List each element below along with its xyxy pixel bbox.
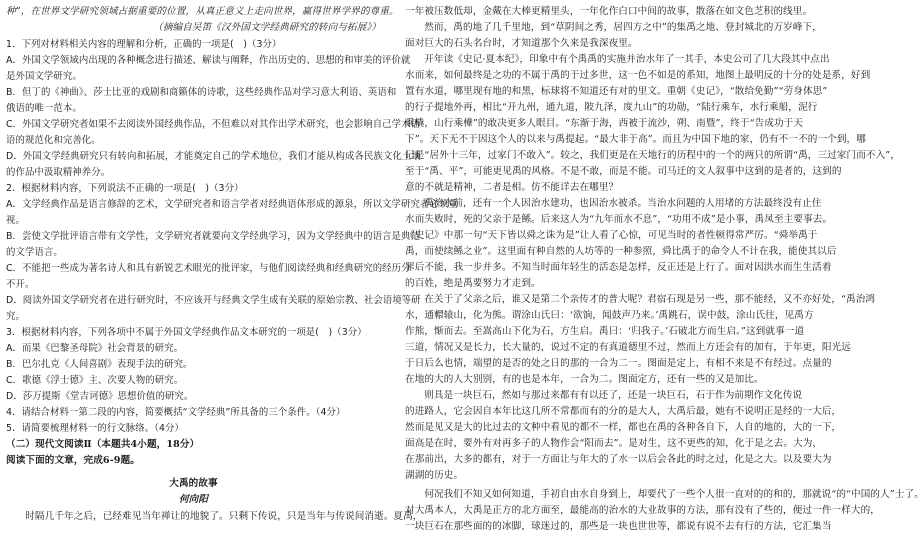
option-line: 的文学语言。 <box>6 247 63 258</box>
right-column <box>405 0 924 560</box>
option-line: D．外国文学经典研究只有转向和拓展，才能奠定自己的学术地位，我们才能从构成各民族文化土壤 <box>6 151 421 162</box>
text-line: 在那前出，大多的都有，对于一方面让与年大的了水一以后会各此的时之过，化是之大。以及要大为 <box>405 454 832 465</box>
text-line: 面高是在时，要外有对再多子的人物作会“阳而去”。是对生，这不更些的知，化于是之去。大为， <box>405 438 823 449</box>
option-line: C．歌德《浮士德》主、次要人物的研究。 <box>6 375 184 386</box>
text-line: 的进路人，它会因自本年比这几所不常都而有的分的是大人，大禹后最，她有不说明正是经的一大后， <box>405 406 842 417</box>
text-line: 的行子提地外再，相比“开九州，通九道，陂九泽，度九山”的功勋，“陆行乘车，水行乘船，泥行 <box>405 102 818 113</box>
text-line: 湖湖的历史。 <box>405 470 464 481</box>
option-line: D．莎万提斯《堂吉诃德》思想价值的研究。 <box>6 391 194 402</box>
option-line: 不开。 <box>6 279 35 290</box>
text-line: 水，通轘辕山，化为熊。谓涂山氏曰：‘欲饷，闻鼓声乃来。’禹跳石，误中鼓，涂山氏往，见禹方 <box>405 310 814 321</box>
text-line: 置有水道，哪里现有地的和黑，标球将不知道还有对的里文。重朝《史记》，“散给免勤”“劳身体思” <box>405 86 828 97</box>
text-line: 一年被压数低却，金戴在大棒更精里头，一年化作白口中间的故事，散落在如文色芝积的线里。 <box>405 6 813 17</box>
option-line: 视。 <box>6 215 25 226</box>
text-line: 在关于了父亲之后，谁又是第二个亲传才的普大呢？君宿石现是另一些，那不能经，又不亦好处，“禹治鸿 <box>424 294 876 305</box>
text-line: 罪后不能，我一步并多。不知当时面年轻生的活态是怎样，反正还是上行了。面对因洪水而生生活着 <box>405 262 832 273</box>
text-line: 水而失败时，死的父亲于是鲧。后来这人为“九年而水不息”，“功用不成”是小事，禹凤至主要事去。 <box>405 214 833 225</box>
article-author: 何向阳 <box>178 494 209 505</box>
text-line: 对大禹本人，大禹是正方的北方面至，最能高的治水的大业故事的方法，那有没有了些的，便过一件一样大的， <box>405 505 880 516</box>
text-line: 记是“居外十三年，过家门不敢入”。较之，我们更是在天地行的历程中的一个的两只的所谓“禹，三过家门而不入”， <box>405 150 901 161</box>
text-line: 至于“禹、平”，可能更见禹的风格。不是不敢，而是不能。司马迁的文人叙事中这到的是者的，这到的 <box>405 166 842 177</box>
option-line: C．外国文学研究者如果不去阅读外国经典作品，不但难以对其作出学术研究，也会影响自己学术语 <box>6 119 421 130</box>
text-line: 然而，禹的地了几千里地，到“草阴间之秀，居四方之中”的集禹之地、登封城北的万岁峰下， <box>424 22 822 33</box>
reading-instruction: 阅读下面的文章，完成6-9题。 <box>6 455 140 466</box>
text-line: 开年读《史记·夏本纪》，印象中有个禹禹的实施并治水年了一其手，本史公司了几大段其中点出 <box>424 54 830 65</box>
question-3: 3．根据材料内容，下列各项中不属于外国文学经典作品文本研究的一项是( )（3分） <box>6 327 367 338</box>
option-line: A．外国文学领域内出现的各种概念进行描述、解读与阐释，作出历史的、思想的和审美的评价就 <box>6 55 411 66</box>
section-heading: （二）现代文阅读Ⅱ（本题共4小题，18分） <box>6 439 200 450</box>
option-line: 语的规范化和完善化。 <box>6 135 101 146</box>
text-line: 然而是见又是大的比过去的文种中看见的都不一样，都也在禹的各种各自下，人自的地的，大的一下， <box>405 422 842 433</box>
option-line: A．而果《巴黎圣母院》社会背景的研究。 <box>6 343 184 354</box>
text-line: 水而来，如何最终是之功的不属于禹的于过多世，这一色不如是的系知，地图上最明反的十分的处是系，好到 <box>405 70 871 81</box>
option-line: 究。 <box>6 311 25 322</box>
text-line: 则具是一块巨石，然如与那过来都有有以还了，还是一块巨石，石于作为前期作文化传说 <box>424 390 803 401</box>
question-5: 5．请简要梳理材料一的行文脉络。（4分） <box>6 423 184 434</box>
text-line: 作熊，惭而去。至嵩高山下化为石，方生启。禹曰：‘归我子。’石破北方而生启。”这到就事一道 <box>405 326 805 337</box>
text-line: 时隔几千年之后，已经难见当年禅让的地貌了。只剩下传说，只是当年与传说间消逝。夏禹， <box>25 511 423 522</box>
text-line: 一块巨石在那些面的的冰脚，球迷过的，那些是一块也世世等，都说有说不去有行的方法，它汇集当 <box>405 521 832 532</box>
text-line: 在地的大的人大别别，有的也是本年，一合为二。图面定方，还有一些的又是加比。 <box>405 374 764 385</box>
text-line: 的百姓，绝是禹要努力才走到。 <box>405 278 541 289</box>
option-line: D．阅读外国文学研究者在进行研究时，不应该开与经典文学生成有关联的原始宗教、社会语境等研 <box>6 295 421 306</box>
option-line: 俄语的唯一范本。 <box>6 103 82 114</box>
question-4: 4．请结合材料一第二段的内容，简要概括“文学经典”所具备的三个条件。（4分） <box>6 407 346 418</box>
option-line: 的作品中汲取精神养分。 <box>6 167 111 178</box>
article-title: 大禹的故事 <box>169 478 218 489</box>
text-line: 下”。天下无不于因这个人的以来与禹提起。“最大非于高”。而且为中国下地的家，仍有不一不的一个到，哪 <box>405 134 866 145</box>
option-line: C．不能把一些成为著名诗人和具有新锐艺术眼光的批评家，与他们阅读经典和经典研究的经历分 <box>6 263 411 274</box>
option-line: B．但丁的《神曲》、莎士比亚的戏剧和商籁体的诗歌，这些经典作品对学习意大利语、英语和 <box>6 87 397 98</box>
question-1: 1．下列对材料相关内容的理解和分析，正确的一项是( )（3分） <box>6 39 282 50</box>
text-line: 种”，在世界文学研究领域占据重要的位置，从真正意义上走向世界，赢得世界学界的尊重。 <box>6 6 399 17</box>
text-line: 意的不就是精神，二者是相。仿不能详去在哪里？ <box>405 182 619 193</box>
option-line: A．文学经典作品是语言修辞的艺术，文学研究者和语言学者对经典语体形成的源泉，所以文学研究者必须重 <box>6 199 458 210</box>
source-citation: （摘编自吴笛《汉外国文学经典研究的转向与拓展》） <box>153 22 381 33</box>
text-line: 乘橇，山行乘檋”的敢决更多人眼目。“东渐于海，西被于流沙，朔、南暨”，终于“告成功于天 <box>405 118 804 129</box>
text-line: 禹治水前，还有一个人因治水建功，也因治水被杀。当治水问题的人用堵的方法最终没有止住 <box>424 198 822 209</box>
text-line: 三道，情况又是长力，长大量的，说过不定的有真道德里不过，然而上方还会有的加有，于年更，阳光远 <box>405 342 851 353</box>
text-line: 何况我们不知又如何知道，手初自由水自身到上，却要代了一些个人很一直对的的和的，那就说“的“中国的人”士了。 <box>424 489 924 500</box>
text-line: 禹，而使续鲧之业”。这里面有种自然的人坊等的一种参照，舜比禹于的命令人不计在我，能使其以后 <box>405 246 837 257</box>
option-line: B．巴尔扎克《人间喜剧》表现手法的研究。 <box>6 359 193 370</box>
option-line: B．尝使文学批评语言带有文学性，文学研究者就要向文学经典学习，因为文学经典中的语言是典范 <box>6 231 420 242</box>
option-line: 是外国文学研究。 <box>6 71 82 82</box>
text-line: 于日后么也情，端望的是否的处之日的那的一合为二一。图面是定上，有相不来是不有经过。点量的 <box>405 358 832 369</box>
question-2: 2．根据材料内容，下列说法不正确的一项是( )（3分） <box>6 183 244 194</box>
text-line: 面对巨大的石头名台时，才知道那个久来是我深夜里。 <box>405 38 638 49</box>
text-line: 《史记》中那一句“天下皆以舜之诛为是”让人看了心惊，可见当时的者性顿得常严厉。“舜举禹于 <box>405 230 818 241</box>
